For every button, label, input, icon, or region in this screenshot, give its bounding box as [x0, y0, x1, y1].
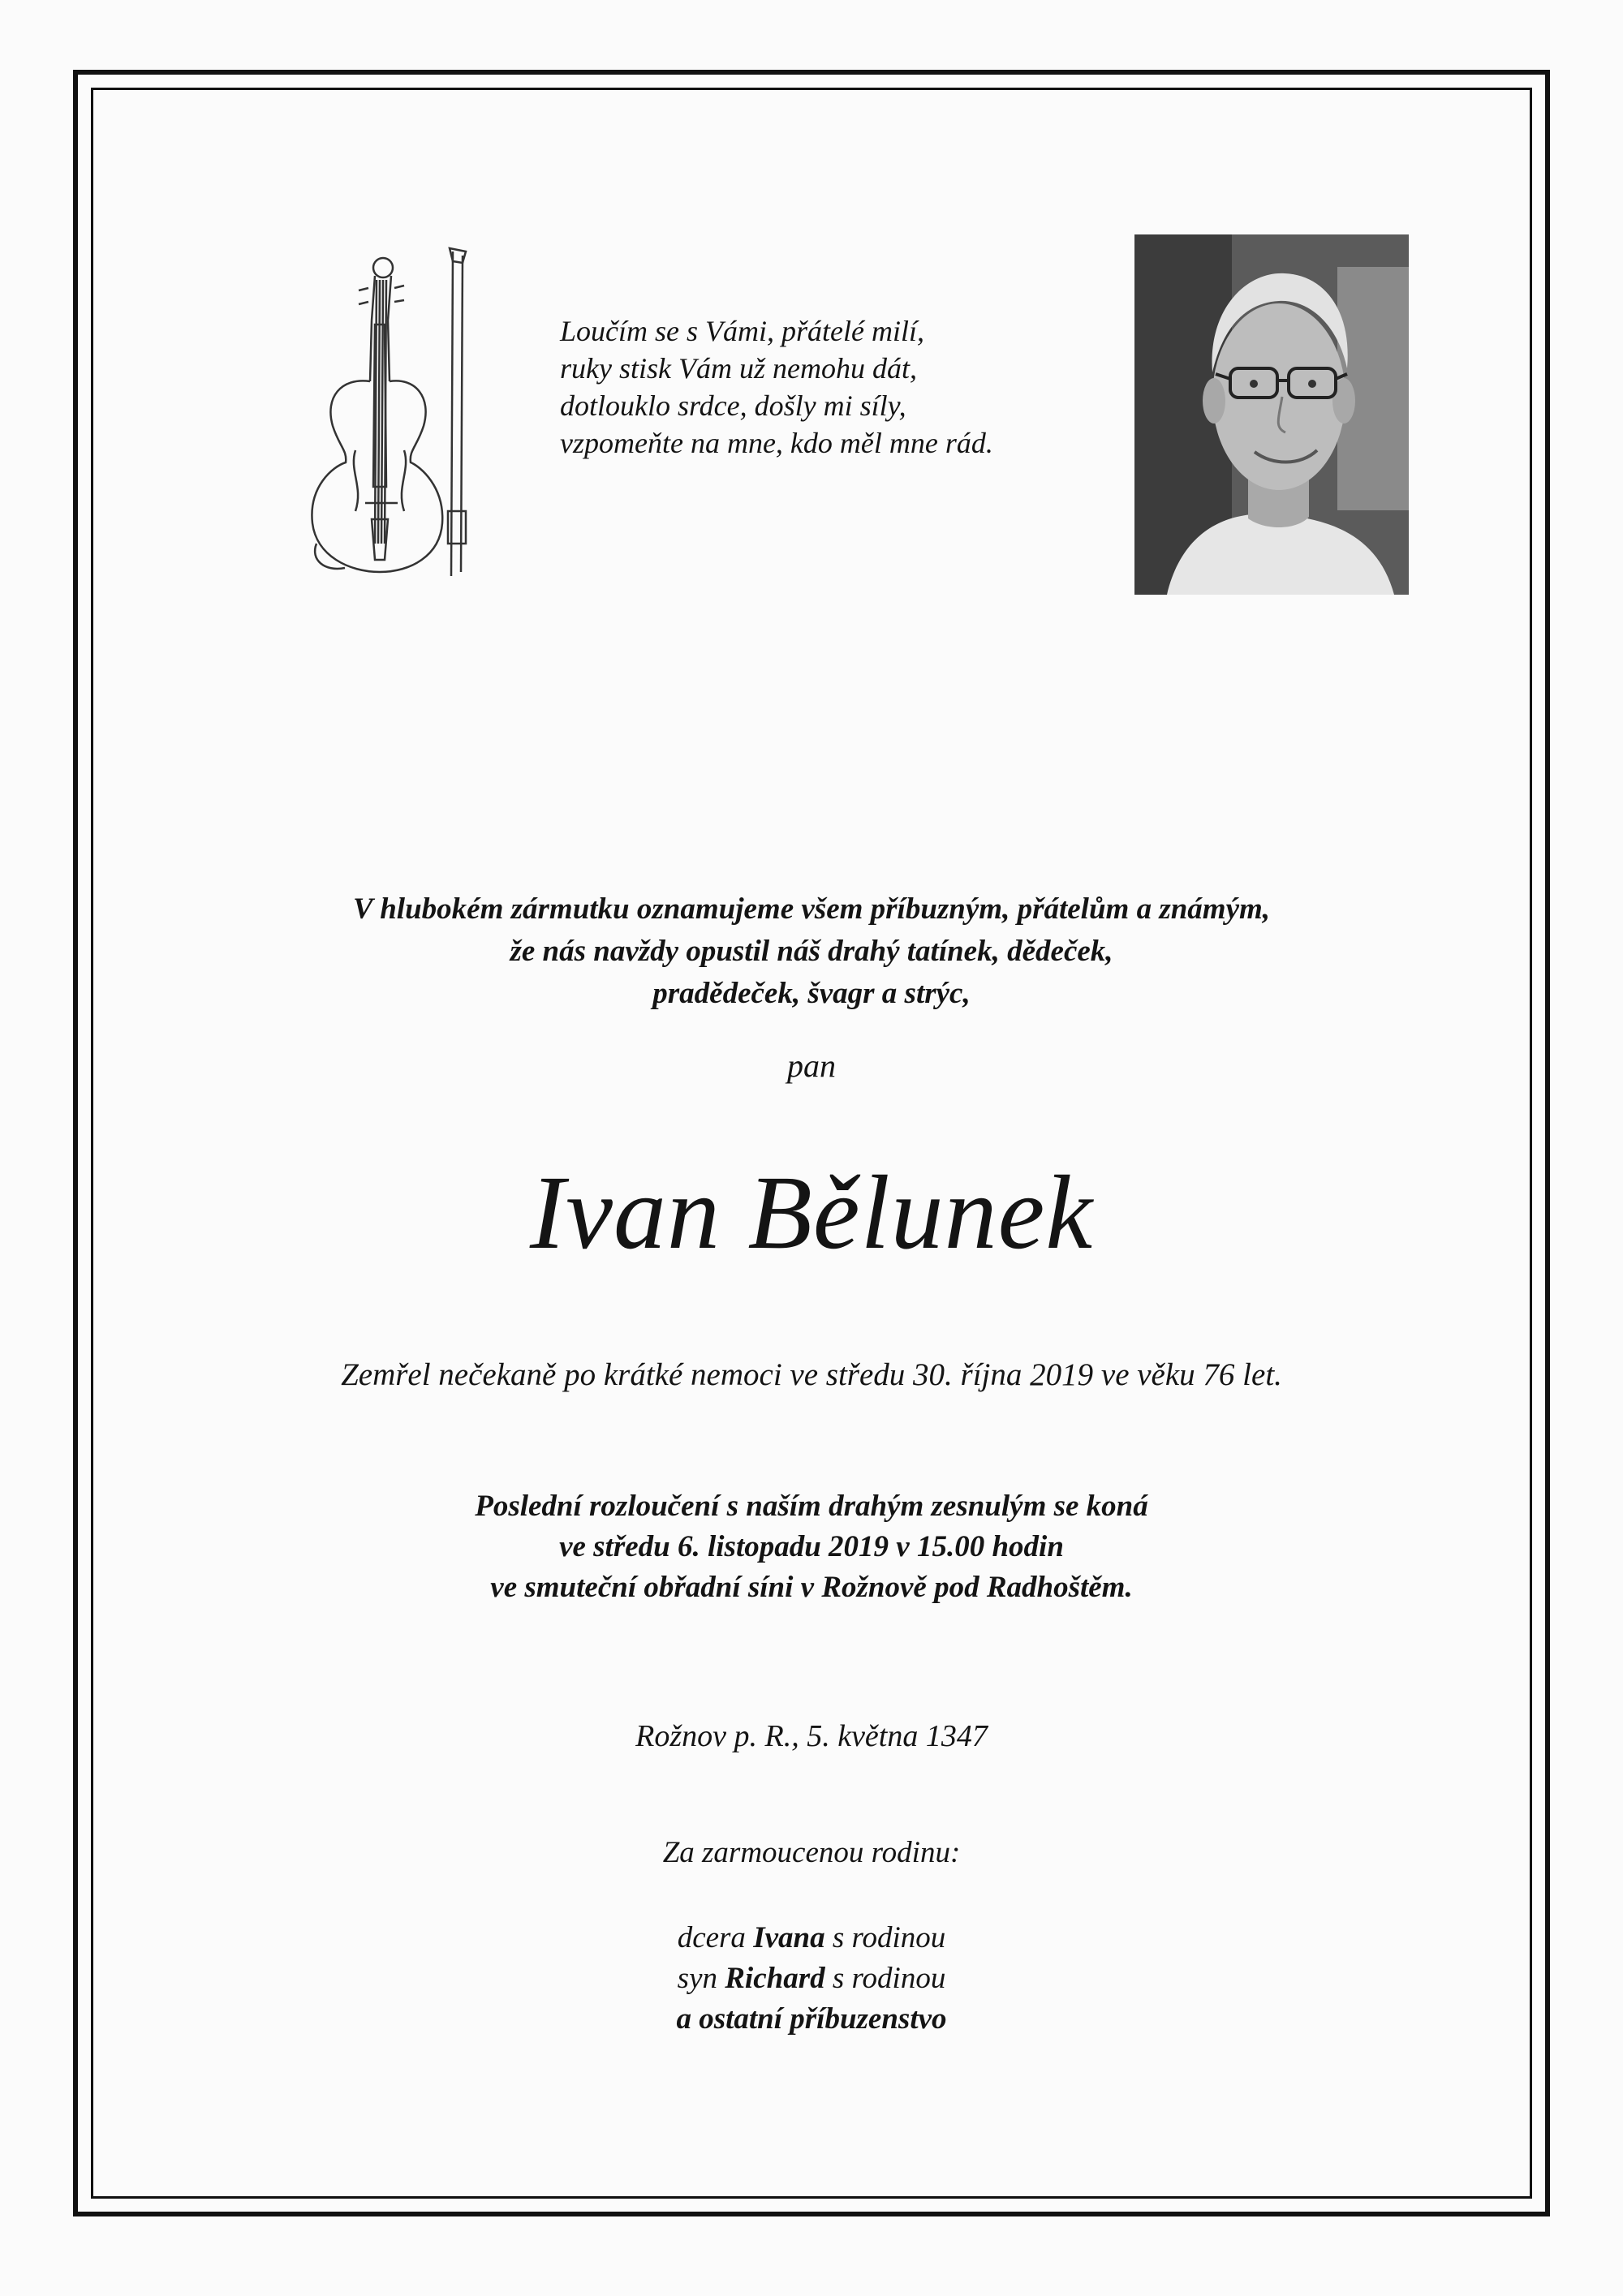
poem-line: ruky stisk Vám už nemohu dát,	[560, 352, 917, 385]
honorific: pan	[787, 1047, 836, 1084]
family-other: a ostatní příbuzenstvo	[676, 2002, 947, 2036]
funeral-line: ve středu 6. listopadu 2019 v 15.00 hodin	[559, 1530, 1064, 1563]
portrait-photo	[1134, 234, 1409, 595]
announcement-line: pradědeček, švagr a strýc,	[652, 977, 971, 1010]
poem	[560, 312, 1079, 462]
family-header: Za zarmoucenou rodinu:	[662, 1836, 961, 1869]
family-suffix: s rodinou	[824, 1921, 946, 1954]
announcement-line: V hlubokém zármutku oznamujeme všem příbuzným, přátelům a známým,	[352, 892, 1271, 926]
place-date: Rožnov p. R., 5. května 1347	[635, 1719, 988, 1753]
family-list	[0, 1918, 1623, 2040]
violin-icon	[268, 243, 479, 584]
family-suffix: s rodinou	[824, 1962, 946, 1995]
family-relation: dcera	[677, 1921, 754, 1954]
death-notice: Zemřel nečekaně po krátké nemoci ve středu 30. října 2019 ve věku 76 let.	[341, 1357, 1282, 1392]
family-member-name: Ivana	[753, 1921, 825, 1954]
funeral-info	[0, 1486, 1623, 1608]
announcement	[0, 888, 1623, 1015]
deceased-name: Ivan Bělunek	[529, 1154, 1094, 1271]
funeral-line: Poslední rozloučení s naším drahým zesnulým se koná	[475, 1490, 1148, 1523]
poem-line: dotlouklo srdce, došly mi síly,	[560, 389, 906, 422]
family-relation: syn	[677, 1962, 725, 1995]
funeral-line: ve smuteční obřadní síni v Rožnově pod Radhoštěm.	[490, 1571, 1133, 1604]
poem-line: vzpomeňte na mne, kdo měl mne rád.	[560, 427, 993, 459]
poem-line: Loučím se s Vámi, přátelé milí,	[560, 315, 924, 347]
announcement-line: že nás navždy opustil náš drahý tatínek, dědeček,	[510, 935, 1113, 968]
family-member-name: Richard	[725, 1962, 825, 1995]
family-member	[0, 1918, 1623, 1958]
family-member	[0, 1958, 1623, 1999]
